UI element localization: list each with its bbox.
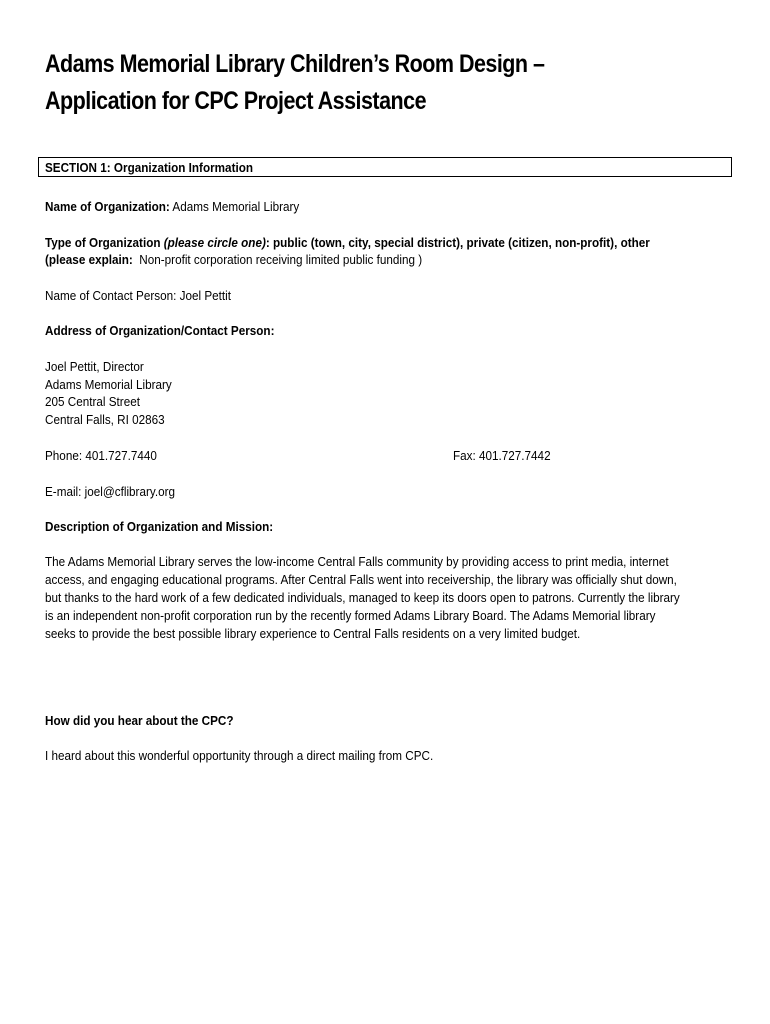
fax: Fax: 401.727.7442 [453, 448, 551, 463]
cpc-answer: I heard about this wonderful opportunity through a direct mailing from CPC. [45, 748, 434, 763]
address-line: Joel Pettit, Director [45, 359, 144, 374]
address-label: Address of Organization/Contact Person: [45, 323, 275, 338]
org-name-value: Adams Memorial Library [172, 199, 300, 214]
org-type-hint: (please circle one) [163, 235, 266, 250]
section-1-header: SECTION 1: Organization Information [45, 160, 254, 175]
org-type-explain-value: Non-profit corporation receiving limited public funding ) [139, 252, 423, 267]
address-line: Adams Memorial Library [45, 377, 172, 392]
org-type-explain-line [45, 251, 422, 269]
description-line: The Adams Memorial Library serves the low-income Central Falls community by providing access to print media, internet [45, 554, 669, 569]
phone: Phone: 401.727.7440 [45, 448, 157, 463]
address-line: Central Falls, RI 02863 [45, 412, 165, 427]
org-type-line [45, 234, 650, 252]
description-line: access, and engaging educational programs. After Central Falls went into receivership, the library was officially shut down, [45, 572, 677, 587]
description-line: seeks to provide the best possible library experience to Central Falls residents on a very limited budget. [45, 626, 581, 641]
org-name-line [45, 198, 299, 216]
title-line-2: Application for CPC Project Assistance [45, 87, 427, 115]
document-title [45, 46, 638, 120]
description-line: but thanks to the hard work of a few dedicated individuals, managed to keep its doors open to patrons. Currently the library [45, 590, 680, 605]
email: E-mail: joel@cflibrary.org [45, 484, 175, 499]
org-name-label: Name of Organization: [45, 199, 170, 214]
title-line-1: Adams Memorial Library Children’s Room Design – [45, 50, 545, 78]
description-line: is an independent non-profit corporation run by the recently formed Adams Library Board. The Adams Memorial library [45, 608, 656, 623]
address-line: 205 Central Street [45, 394, 140, 409]
org-type-explain-label: (please explain: [45, 252, 133, 267]
cpc-question: How did you hear about the CPC? [45, 713, 234, 728]
description-paragraph [45, 553, 720, 643]
org-type-options: : public (town, city, special district), private (citizen, non-profit), other [265, 235, 650, 250]
org-type-label: Type of Organization [45, 235, 161, 250]
contact-person: Name of Contact Person: Joel Pettit [45, 288, 231, 303]
section-1-header-box [38, 157, 732, 177]
description-label: Description of Organization and Mission: [45, 519, 274, 534]
